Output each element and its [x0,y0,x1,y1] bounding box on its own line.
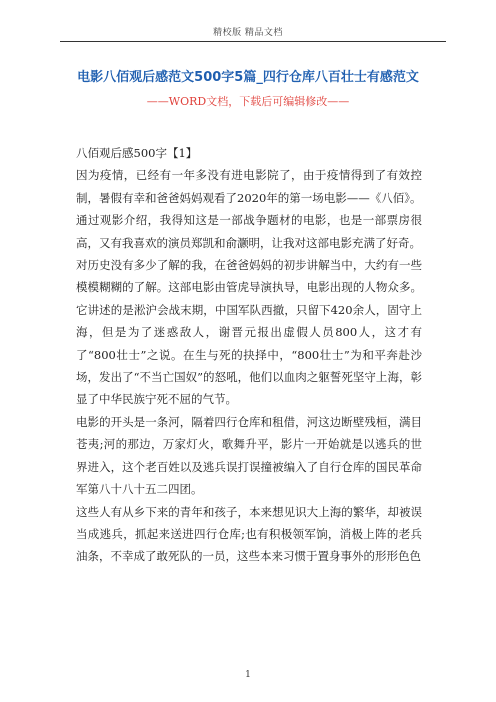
document-subtitle: ——WORD文档，下载后可编辑修改—— [146,95,350,108]
paragraph: 这些人有从乡下来的青年和孩子，本来想见识大上海的繁华，却被误当成逃兵，抓起来送进四行仓库;也有积极领军饷，消极上阵的老兵油条，不幸成了敢死队的一员，这些本来习惯于置身事外的形形色色 [76,504,422,564]
document-title: 电影八佰观后感范文500字5篇_四行仓库八百壮士有感范文 [77,70,419,85]
paragraph: 通过观影介绍，我得知这是一部战争题材的电影，也是一部票房很高，又有我喜欢的演员郑凯和俞灏明，让我对这部电影充满了好奇。 [76,213,422,250]
section-heading: 八佰观后感500字【1】 [76,146,198,160]
paragraph: 对历史没有多少了解的我，在爸爸妈妈的初步讲解当中，大约有一些模模糊糊的了解。这部电影由管虎导演执导，电影出现的人物众多。它讲述的是淞沪会战末期，中国军队西撤，只留下420余人，固守上海，但是为了迷惑敌人，谢晋元报出虚假人员800人，这才有了“800壮士”之说。在生与死的抉择中，“800壮士”为和平奔赴沙场，发出了“不当亡国奴”的怒吼，他们以血肉之躯誓死坚守上海，彰显了中华民族宁死不屈的气节。 [76,258,422,407]
document-body [76,142,422,568]
header-text: 精校版 精品文档 [213,28,283,38]
page-number: 1 [245,670,251,680]
page-header [0,0,496,40]
header-divider [60,41,446,42]
paragraph: 因为疫情，已经有一年多没有进电影院了，由于疫情得到了有效控制，暑假有幸和爸爸妈妈观看了2020年的第一场电影——《八佰》。 [76,168,422,205]
paragraph: 电影的开头是一条河，隔着四行仓库和租借，河这边断壁残桓，满目苍夷;河的那边，万家灯火，歌舞升平，影片一开始就是以逃兵的世界进入，这个老百姓以及逃兵误打误撞被编入了自行仓库的国民革命军第八十八十五二四团。 [76,414,422,497]
